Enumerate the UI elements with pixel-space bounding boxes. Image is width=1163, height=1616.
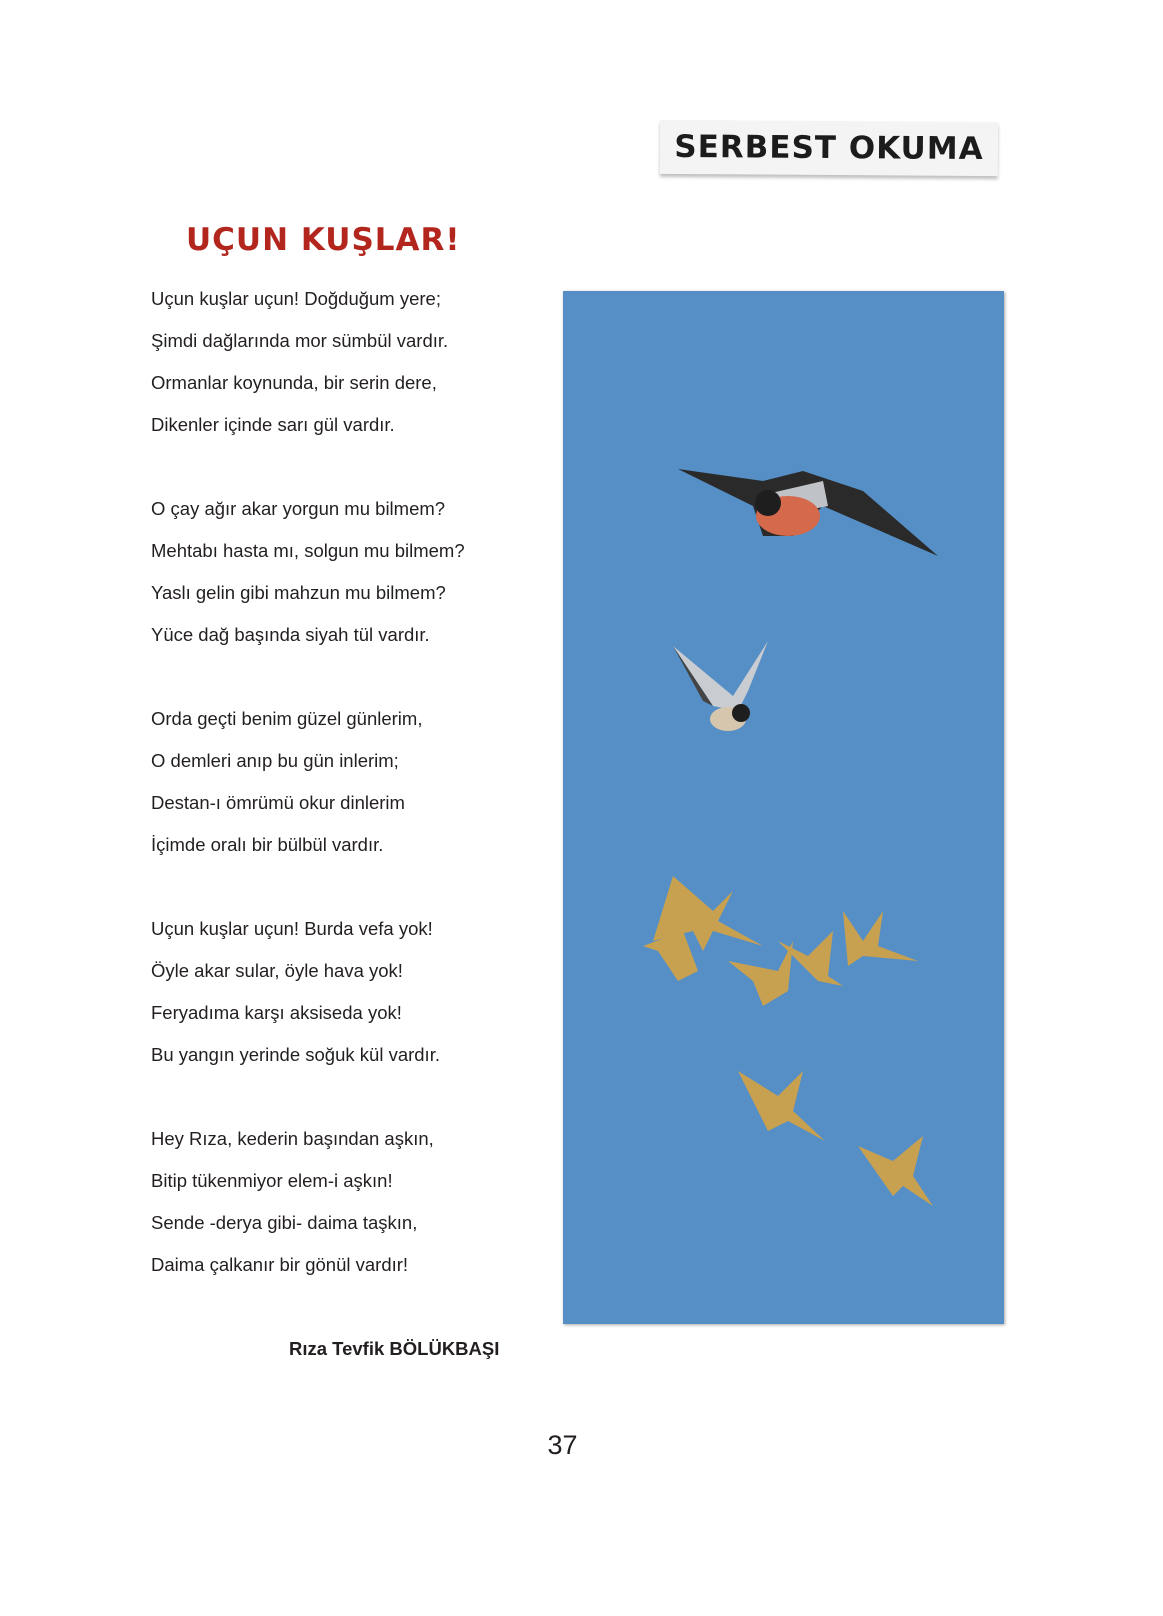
poem-line: Bitip tükenmiyor elem-i aşkın! (151, 1170, 393, 1191)
poem-line: Mehtabı hasta mı, solgun mu bilmem? (151, 540, 465, 561)
poem-line: Ormanlar koynunda, bir serin dere, (151, 372, 437, 393)
bullfinch-bird (678, 469, 938, 556)
stanza (151, 917, 465, 1085)
poem-line: Yaslı gelin gibi mahzun mu bilmem? (151, 582, 446, 603)
stanza (151, 707, 465, 875)
stanza (151, 287, 465, 455)
geese-flock (643, 876, 933, 1206)
poem-line: Sende -derya gibi- daima taşkın, (151, 1212, 418, 1233)
poem-line: Şimdi dağlarında mor sümbül vardır. (151, 330, 449, 351)
poem-line: Öyle akar sular, öyle hava yok! (151, 960, 403, 981)
birds-illustration (563, 291, 1004, 1324)
page-number: 37 (547, 1430, 578, 1460)
poem-line: Daima çalkanır bir gönül vardır! (151, 1254, 409, 1275)
stanza (151, 497, 465, 665)
poem-author: Rıza Tevfik BÖLÜKBAŞI (289, 1338, 500, 1359)
poem-body (151, 287, 465, 1337)
poem-line: O çay ağır akar yorgun mu bilmem? (151, 498, 446, 519)
poem-line: O demleri anıp bu gün inlerim; (151, 750, 399, 771)
poem-line: Feryadıma karşı aksiseda yok! (151, 1002, 402, 1023)
poem-line: Dikenler içinde sarı gül vardır. (151, 414, 395, 435)
poem-line: Destan-ı ömrümü okur dinlerim (151, 792, 405, 813)
section-label (660, 120, 998, 176)
poem-line: Hey Rıza, kederin başından aşkın, (151, 1128, 434, 1149)
poem-line: Uçun kuşlar uçun! Burda vefa yok! (151, 918, 433, 939)
chickadee-bird (673, 641, 768, 731)
poem-line: Orda geçti benim güzel günlerim, (151, 708, 423, 729)
poem-line: Bu yangın yerinde soğuk kül vardır. (151, 1044, 440, 1065)
stanza (151, 1127, 465, 1295)
poem-title: UÇUN KUŞLAR! (186, 222, 461, 258)
poem-line: Yüce dağ başında siyah tül vardır. (151, 624, 430, 645)
section-label-text: SERBEST OKUMA (674, 128, 984, 168)
poem-line: İçimde oralı bir bülbül vardır. (151, 834, 384, 855)
poem-line: Uçun kuşlar uçun! Doğduğum yere; (151, 288, 441, 309)
